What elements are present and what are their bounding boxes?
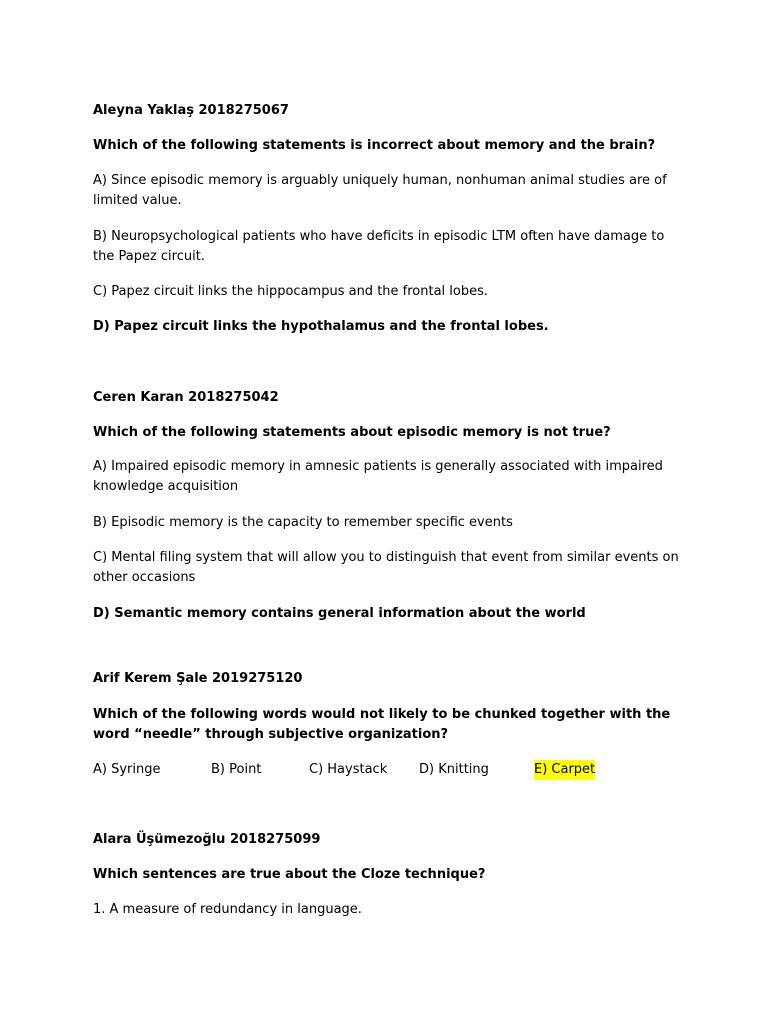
q2-question: Which of the following statements about episodic memory is not true? [93,425,611,440]
q1-author: Aleyna Yaklaş 2018275067 [93,103,289,118]
q1-option-b: B) Neuropsychological patients who have deficits in episodic LTM often have damage to the Papez circuit. [93,229,665,264]
q1-option-a: A) Since episodic memory is arguably uniquely human, nonhuman animal studies are of limited value. [93,173,667,208]
q3-option-b: B) Point [211,762,262,777]
q1-question: Which of the following statements is incorrect about memory and the brain? [93,138,656,153]
q1-option-c: C) Papez circuit links the hippocampus and the frontal lobes. [93,284,489,299]
q2-option-b: B) Episodic memory is the capacity to remember specific events [93,515,513,530]
q3-option-e-highlighted: E) Carpet [534,760,595,780]
q2-author: Ceren Karan 2018275042 [93,390,279,405]
q3-option-c: C) Haystack [309,762,388,777]
q4-question: Which sentences are true about the Cloze technique? [93,867,486,882]
q2-option-d: D) Semantic memory contains general information about the world [93,606,586,621]
q1-option-d: D) Papez circuit links the hypothalamus and the frontal lobes. [93,319,549,334]
q4-author: Alara Üşümezoğlu 2018275099 [93,832,321,847]
q3-author: Arif Kerem Şale 2019275120 [93,671,303,686]
document-page [93,0,693,1024]
q2-option-a: A) Impaired episodic memory in amnesic patients is generally associated with impaired knowledge acquisition [93,459,663,494]
q3-option-d: D) Knitting [419,762,489,777]
q3-option-a: A) Syringe [93,762,161,777]
q4-item-1: 1. A measure of redundancy in language. [93,902,362,917]
q3-question: Which of the following words would not likely to be chunked together with the word “needle” through subjective organization? [93,707,671,742]
q2-option-c: C) Mental filing system that will allow you to distinguish that event from similar events on other occasions [93,550,679,585]
